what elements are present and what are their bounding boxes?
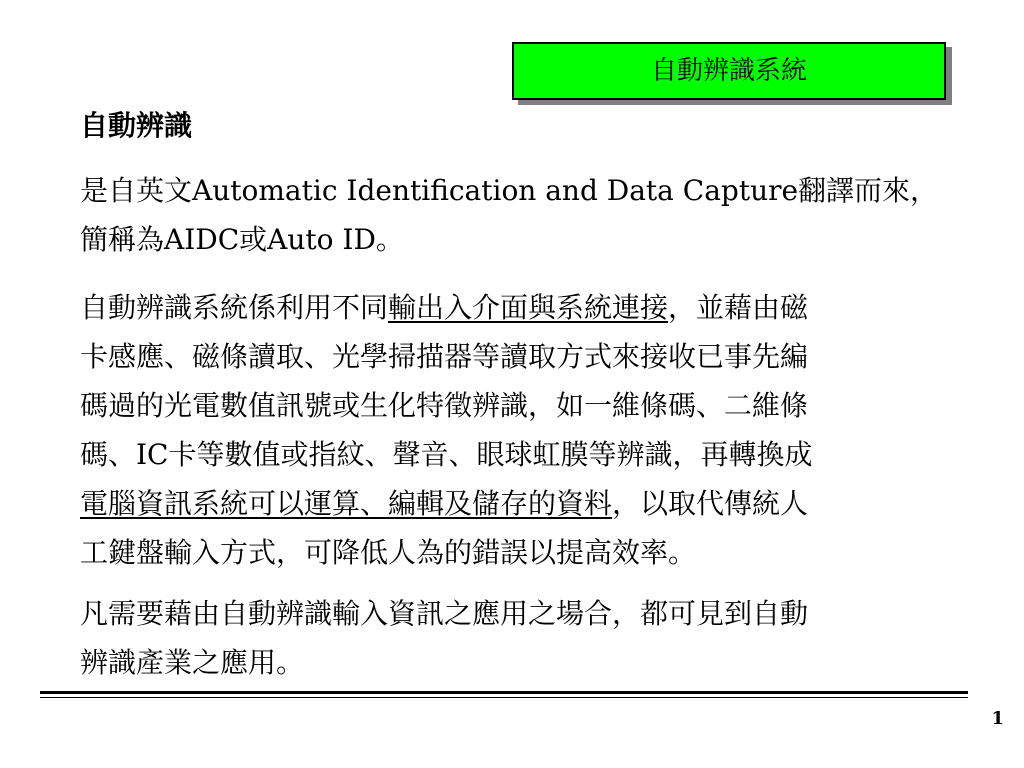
paragraph-line: 凡需要藉由自動辨識輸入資訊之應用之場合，都可見到自動 bbox=[80, 597, 809, 630]
paragraph-definition bbox=[80, 166, 980, 264]
underlined-term-data: 電腦資訊系統可以運算、編輯及儲存的資料 bbox=[80, 487, 613, 520]
paragraph-line: 工鍵盤輸入方式，可降低人為的錯誤以提高效率。 bbox=[80, 536, 697, 569]
underlined-term-interfaces: 輸出入介面與系統連接 bbox=[388, 291, 669, 324]
paragraph-line: 碼、IC卡等數值或指紋、聲音、眼球虹膜等辨識，再轉換成 bbox=[80, 438, 813, 471]
slide-title: 自動辨識系統 bbox=[650, 56, 807, 86]
paragraph-line bbox=[80, 283, 980, 332]
section-heading: 自動辨識 bbox=[80, 109, 193, 142]
title-box bbox=[512, 42, 946, 100]
paragraph-description bbox=[80, 283, 980, 577]
paragraph-line: 是自英文Automatic Identification and Data Capture翻譯而來， bbox=[80, 174, 939, 207]
paragraph-line: 碼過的光電數值訊號或生化特徵辨識，如一維條碼、二維條 bbox=[80, 389, 809, 422]
paragraph-line: 卡感應、磁條讀取、光學掃描器等讀取方式來接收已事先編 bbox=[80, 340, 809, 373]
paragraph-line: 辨識產業之應用。 bbox=[80, 646, 305, 679]
footer-rule-thin bbox=[40, 697, 968, 698]
text-segment: ，並藉由磁 bbox=[668, 291, 809, 324]
paragraph-line bbox=[80, 479, 980, 528]
paragraph-line: 簡稱為AIDC或Auto ID。 bbox=[80, 223, 404, 256]
page-number: 1 bbox=[991, 708, 1004, 729]
text-segment: 自動辨識系統係利用不同 bbox=[80, 291, 389, 324]
paragraph-application bbox=[80, 589, 980, 687]
text-segment: ，以取代傳統人 bbox=[612, 487, 809, 520]
footer-rule-thick bbox=[40, 691, 968, 694]
